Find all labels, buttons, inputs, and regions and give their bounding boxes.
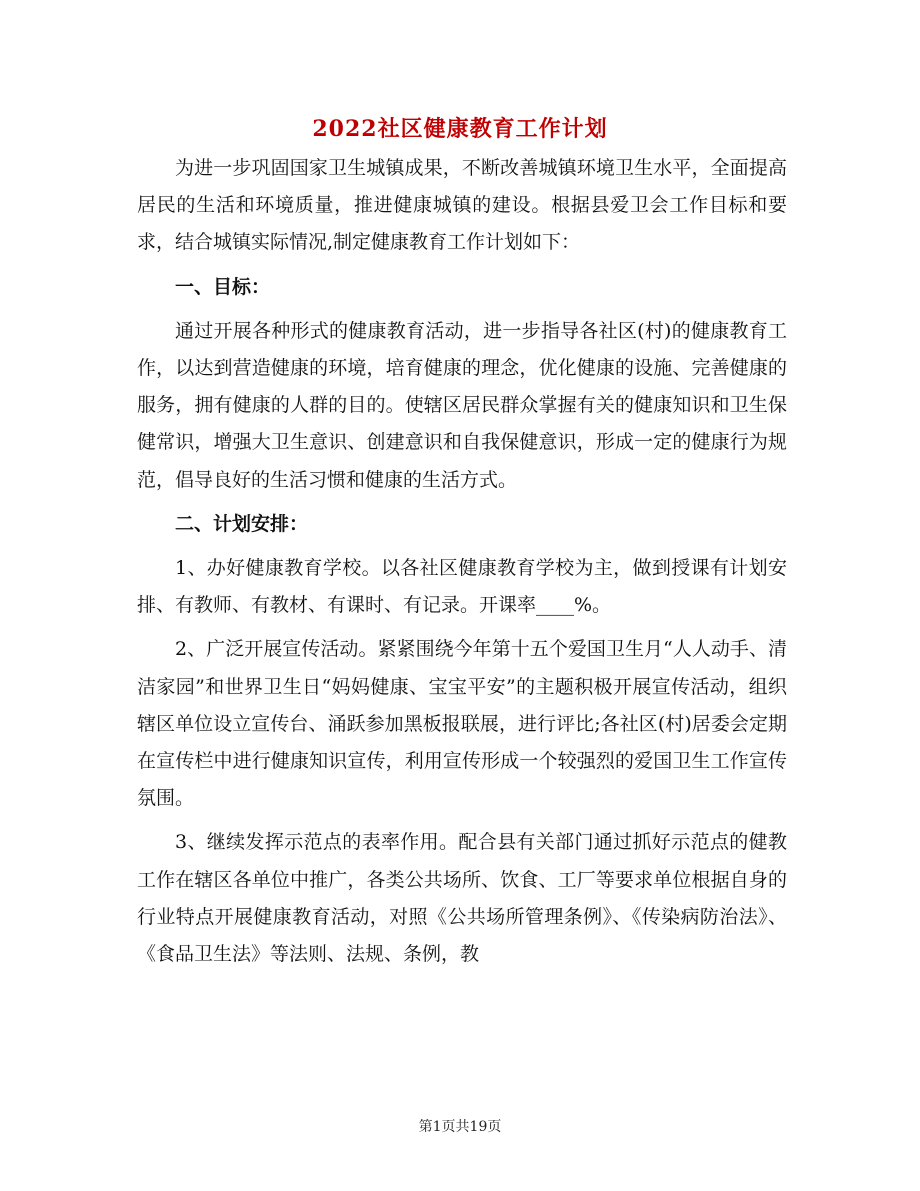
plan-item-3: 3、继续发挥示范点的表率作用。配合县有关部门通过抓好示范点的健教工作在辖区各单位中推广，各类公共场所、饮食、工厂等要求单位根据自身的行业特点开展健康教育活动，对照《公共场所管理条例》、《传染病防治法》、《食品卫生法》等法则、法规、条例，教 [137,831,787,966]
intro-paragraph: 为进一步巩固国家卫生城镇成果，不断改善城镇环境卫生水平，全面提高居民的生活和环境质量，推进健康城镇的建设。根据县爱卫会工作目标和要求，结合城镇实际情况,制定健康教育工作计划如下： [137,157,787,254]
document-body [137,150,787,980]
section-heading-goals: 一、目标： [175,275,271,298]
plan-item-2: 2、广泛开展宣传活动。紧紧围绕今年第十五个爱国卫生月“人人动手、清洁家园”和世界卫生日“妈妈健康、宝宝平安”的主题积极开展宣传活动，组织辖区单位设立宣传台、涌跃参加黑板报联展，进行评比;各社区(村)居委会定期在宣传栏中进行健康知识宣传，利用宣传形成一个较强烈的爱国卫生工作宣传氛围。 [137,638,787,810]
plan-item-1: 1、办好健康教育学校。以各社区健康教育学校为主，做到授课有计划安排、有教师、有教材、有课时、有记录。开课率____%。 [137,557,787,617]
document-title: 2022社区健康教育工作计划 [312,116,608,142]
goals-paragraph: 通过开展各种形式的健康教育活动，进一步指导各社区(村)的健康教育工作，以达到营造健康的环境，培育健康的理念，优化健康的设施、完善健康的服务，拥有健康的人群的目的。使辖区居民群众掌握有关的健康知识和卫生保健常识，增强大卫生意识、创建意识和自我保健意识，形成一定的健康行为规范，倡导良好的生活习惯和健康的生活方式。 [137,319,787,491]
section-heading-plan: 二、计划安排： [175,512,309,535]
page-number: 第1页共19页 [418,1119,502,1135]
